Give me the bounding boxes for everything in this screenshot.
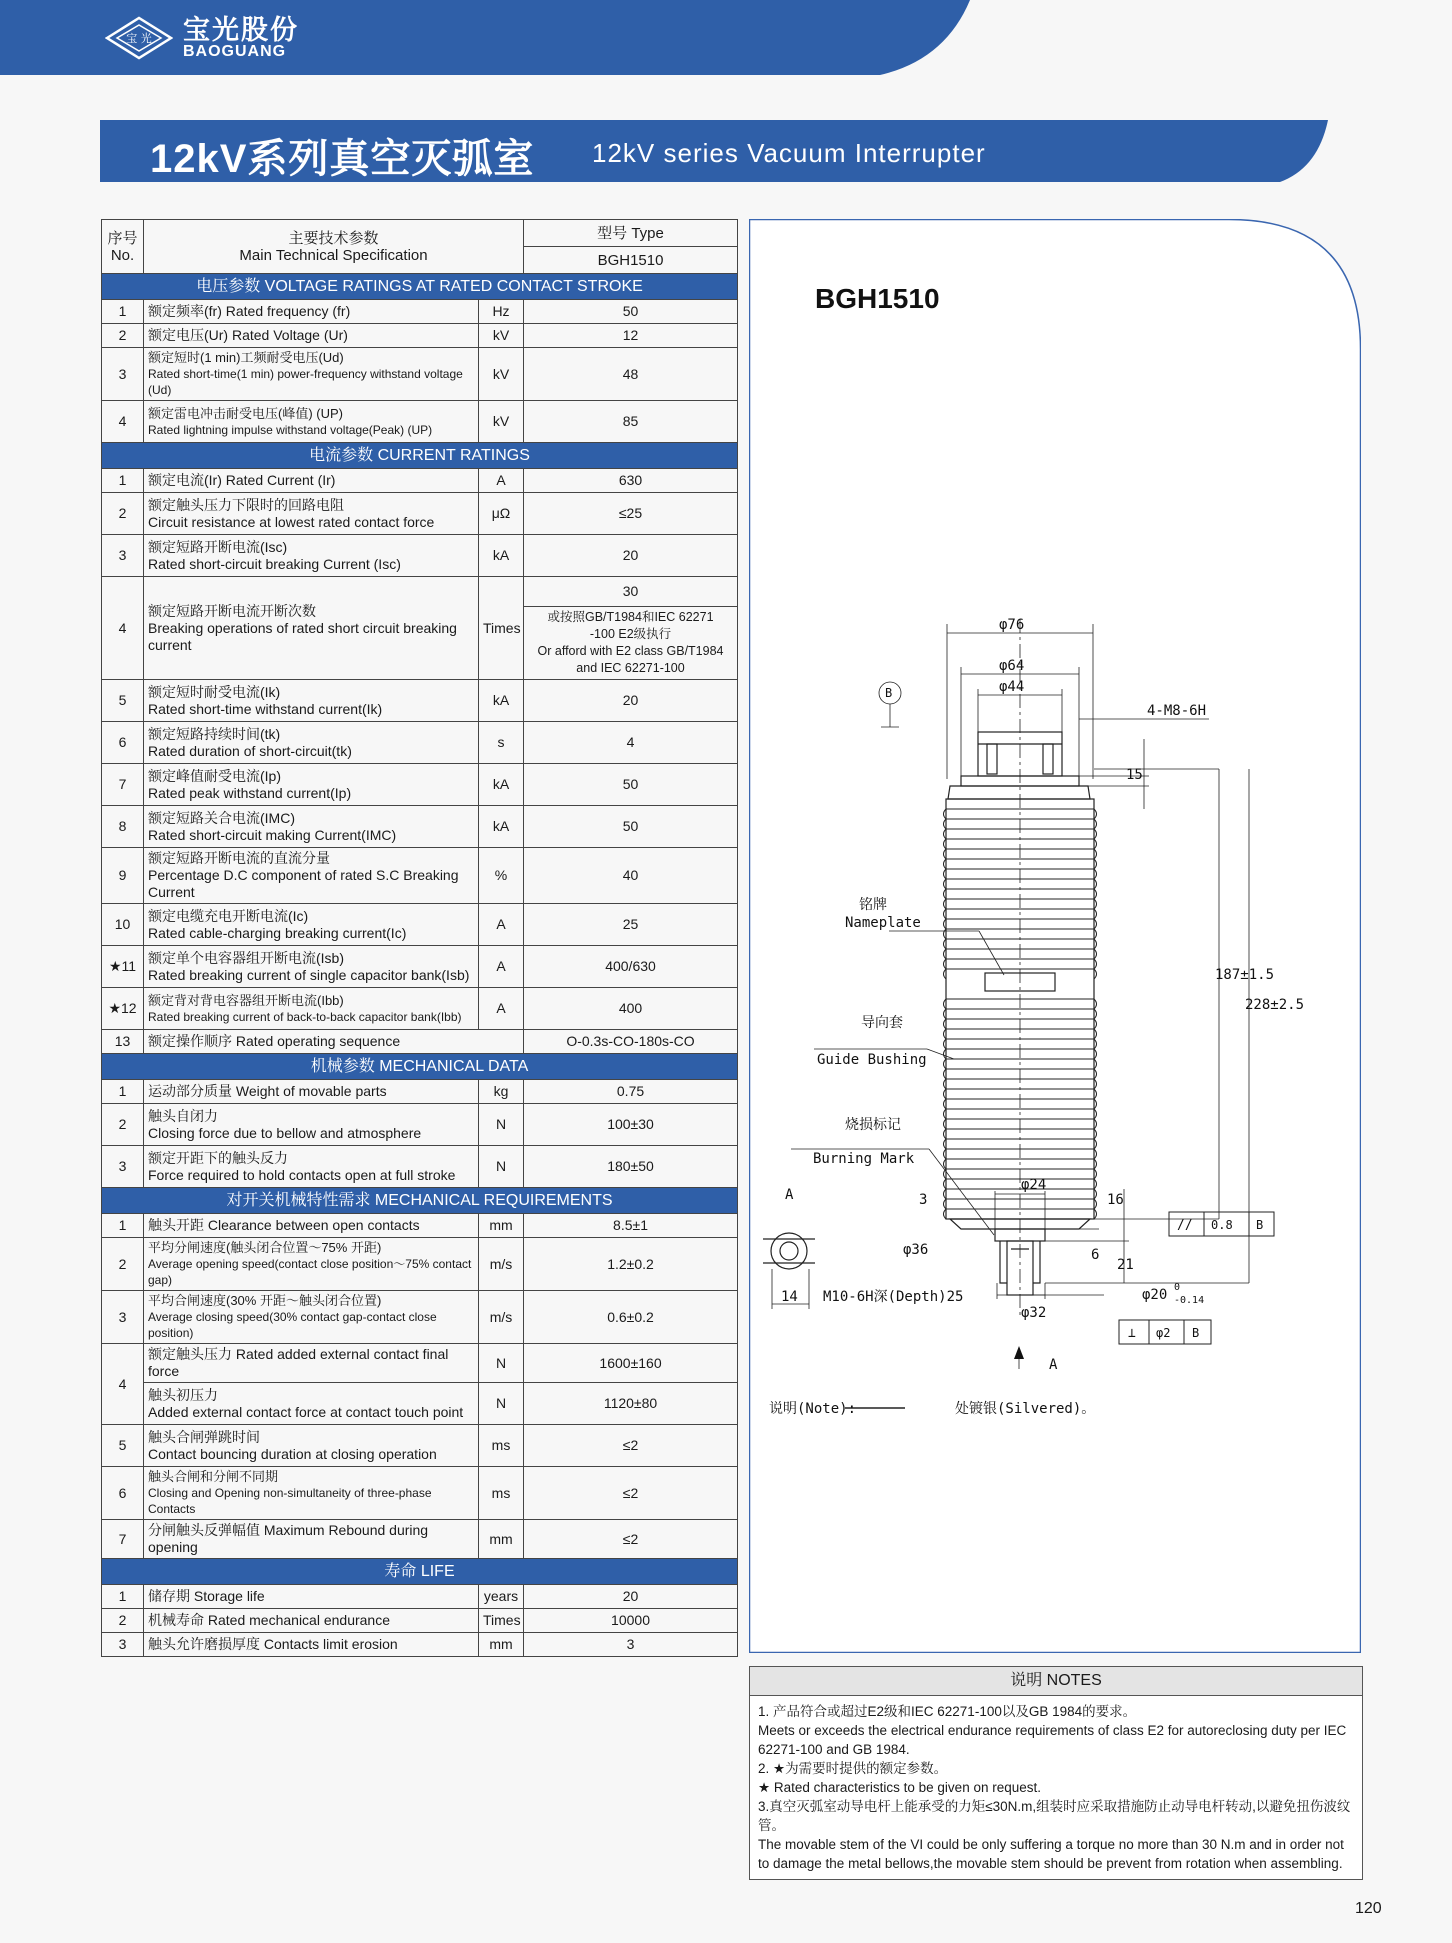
- row-label-line1: 储存期 Storage life: [148, 1588, 265, 1604]
- row-label-line2: Force required to hold contacts open at full stroke: [148, 1166, 456, 1183]
- row-number: 2: [102, 1238, 144, 1291]
- row-unit: kA: [479, 680, 524, 722]
- row-number: 10: [102, 904, 144, 946]
- header-no: 序号 No.: [102, 220, 144, 274]
- row-number: 2: [102, 493, 144, 535]
- row-label-line1: 触头自闭力: [148, 1107, 218, 1124]
- row-label: [144, 348, 479, 401]
- row-value-line: Or afford with E2 class GB/T1984: [537, 644, 724, 658]
- row-value: 20: [524, 1585, 738, 1609]
- row-unit: kV: [479, 348, 524, 401]
- row-unit: ms: [479, 1425, 524, 1467]
- row-unit: N: [479, 1383, 524, 1425]
- row-unit: A: [479, 904, 524, 946]
- table-row: [102, 1585, 738, 1609]
- section-row: [102, 1054, 738, 1080]
- row-label: 额定操作顺序 Rated operating sequence: [144, 1030, 524, 1054]
- section-title: 机械参数 MECHANICAL DATA: [102, 1054, 738, 1080]
- table-row: [102, 348, 738, 401]
- dim-phi76: φ76: [999, 617, 1025, 633]
- table-row: [102, 324, 738, 348]
- row-number: 6: [102, 722, 144, 764]
- dim-h14: 14: [781, 1289, 798, 1305]
- row-value: 50: [524, 300, 738, 324]
- row-value: 20: [524, 535, 738, 577]
- row-label-line1: 机械寿命 Rated mechanical endurance: [148, 1612, 391, 1628]
- header-model: BGH1510: [524, 247, 738, 274]
- tol-parallel-symbol: //: [1177, 1218, 1193, 1233]
- row-unit: N: [479, 1344, 524, 1383]
- table-row: [102, 1344, 738, 1383]
- row-number: 4: [102, 401, 144, 443]
- row-value: 3: [524, 1633, 738, 1657]
- row-value-line: and IEC 62271-100: [576, 661, 685, 675]
- row-label-line1: 额定频率(fr) Rated frequency (fr): [148, 303, 351, 319]
- row-label-line2: Rated cable-charging breaking current(Ic): [148, 924, 407, 941]
- table-row: [102, 1291, 738, 1344]
- table-row: [102, 469, 738, 493]
- section-row: [102, 1188, 738, 1214]
- row-label: [144, 535, 479, 577]
- table-row: [102, 988, 738, 1030]
- row-label-line2: Rated short-circuit making Current(IMC): [148, 826, 397, 843]
- drawing-model: BGH1510: [815, 283, 940, 314]
- row-label: [144, 1214, 479, 1238]
- row-label: [144, 324, 479, 348]
- row-number: 8: [102, 806, 144, 848]
- section-a-arrow-label: A: [1049, 1357, 1058, 1373]
- table-row: [102, 806, 738, 848]
- row-number: 3: [102, 535, 144, 577]
- row-label-line2: Added external contact force at contact touch point: [148, 1403, 464, 1420]
- row-value: ≤2: [524, 1520, 738, 1559]
- row-label: [144, 1291, 479, 1344]
- row-number: 3: [102, 348, 144, 401]
- table-row: [102, 1425, 738, 1467]
- row-label-line1: 额定单个电容器组开断电流(Isb): [148, 949, 344, 966]
- dim-phi44: φ44: [999, 679, 1025, 695]
- row-value: 48: [524, 348, 738, 401]
- burning-mark-label-cn: 烧损标记: [845, 1117, 901, 1133]
- row-number: ★11: [102, 946, 144, 988]
- note-line: ★ Rated characteristics to be given on request.: [758, 1780, 1041, 1795]
- section-a-label: A: [785, 1187, 794, 1203]
- row-unit: N: [479, 1104, 524, 1146]
- dim-phi36: φ36: [903, 1242, 929, 1258]
- dim-phi20-tol-dn: -0.14: [1174, 1295, 1205, 1306]
- table-row: [102, 722, 738, 764]
- table-row: [102, 1104, 738, 1146]
- row-number: 3: [102, 1291, 144, 1344]
- table-row: [102, 1467, 738, 1520]
- row-label-line1: 额定电缆充电开断电流(Ic): [148, 907, 309, 924]
- row-value-line: -100 E2级执行: [589, 627, 672, 641]
- row-unit: kA: [479, 535, 524, 577]
- guide-bushing-label-en: Guide Bushing: [817, 1052, 927, 1068]
- row-label: [144, 1467, 479, 1520]
- dim-h228: 228±2.5: [1245, 997, 1305, 1013]
- dim-thread-bottom: M10-6H深(Depth)25: [823, 1289, 964, 1305]
- row-label: [144, 1633, 479, 1657]
- row-unit: m/s: [479, 1291, 524, 1344]
- row-label-line1: 触头合闸弹跳时间: [148, 1428, 260, 1445]
- section-row: [102, 1559, 738, 1585]
- row-label: [144, 1520, 479, 1559]
- section-title: 电流参数 CURRENT RATINGS: [102, 443, 738, 469]
- dim-h15: 15: [1126, 767, 1143, 783]
- row-label-line1: 分闸触头反弹幅值 Maximum Rebound during opening: [148, 1522, 429, 1555]
- row-label: [144, 401, 479, 443]
- row-label: [144, 946, 479, 988]
- tol-parallel-ref: B: [1256, 1218, 1264, 1232]
- row-number: 3: [102, 1633, 144, 1657]
- svg-text:宝 光: 宝 光: [126, 32, 152, 45]
- note-line: The movable stem of the VI could be only suffering a torque no more than 30 N.m and in order not to damage the metal bellows,the movable stem should be prevent from rotation when assembling.: [758, 1837, 1344, 1871]
- row-label-line1: 额定短路关合电流(IMC): [148, 809, 295, 826]
- row-unit: kV: [479, 324, 524, 348]
- row-label: [144, 1104, 479, 1146]
- dim-phi20-tol-up: 0: [1174, 1282, 1181, 1293]
- row-value: 180±50: [524, 1146, 738, 1188]
- notes-header: 说明 NOTES: [750, 1667, 1362, 1696]
- row-label-line1: 额定背对背电容器组开断电流(Ibb): [148, 992, 344, 1008]
- row-value: 50: [524, 806, 738, 848]
- table-row: [102, 300, 738, 324]
- row-value: 100±30: [524, 1104, 738, 1146]
- table-row: [102, 1520, 738, 1559]
- row-label: [144, 988, 479, 1030]
- dim-h21: 21: [1117, 1257, 1134, 1273]
- table-row: [102, 904, 738, 946]
- logo-mark-icon: [105, 15, 173, 61]
- note-line: 2. ★为需要时提供的额定参数。: [758, 1761, 948, 1776]
- table-row: [102, 1633, 738, 1657]
- row-label-line2: Rated lightning impulse withstand voltage(Peak) (UP): [148, 422, 433, 437]
- row-unit: A: [479, 988, 524, 1030]
- row-unit: μΩ: [479, 493, 524, 535]
- row-label: [144, 1146, 479, 1188]
- row-number: 1: [102, 1080, 144, 1104]
- table-row: [102, 577, 738, 607]
- table-header-row: [102, 220, 738, 247]
- row-value: 8.5±1: [524, 1214, 738, 1238]
- dim-thread-top: 4-M8-6H: [1147, 703, 1207, 719]
- row-label: [144, 1383, 479, 1425]
- header-spec: 主要技术参数 Main Technical Specification: [144, 220, 524, 274]
- table-row: [102, 1080, 738, 1104]
- row-label-line1: 运动部分质量 Weight of movable parts: [148, 1083, 387, 1099]
- row-value: 40: [524, 848, 738, 904]
- table-row: [102, 1238, 738, 1291]
- dim-phi24: φ24: [1021, 1177, 1047, 1193]
- row-value: ≤25: [524, 493, 738, 535]
- row-label: [144, 300, 479, 324]
- row-label: [144, 806, 479, 848]
- row-unit: years: [479, 1585, 524, 1609]
- row-label-line2: Rated breaking current of single capacitor bank(Isb): [148, 966, 470, 983]
- row-value: 20: [524, 680, 738, 722]
- row-label-line1: 额定电压(Ur) Rated Voltage (Ur): [148, 327, 348, 343]
- row-label-line1: 额定短路开断电流(Isc): [148, 538, 288, 555]
- row-label: [144, 1238, 479, 1291]
- section-title: 对开关机械特性需求 MECHANICAL REQUIREMENTS: [102, 1188, 738, 1214]
- row-label: [144, 848, 479, 904]
- notes-box: [749, 1666, 1363, 1880]
- burning-mark-label-en: Burning Mark: [813, 1151, 915, 1167]
- table-row: [102, 493, 738, 535]
- row-label-line1: 触头合闸和分闸不同期: [148, 1469, 279, 1484]
- table-row: [102, 848, 738, 904]
- table-row: [102, 946, 738, 988]
- row-number: 1: [102, 300, 144, 324]
- section-title: 电压参数 VOLTAGE RATINGS AT RATED CONTACT STROKE: [102, 274, 738, 300]
- row-value: 85: [524, 401, 738, 443]
- row-unit: s: [479, 722, 524, 764]
- table-row: [102, 764, 738, 806]
- row-value: ≤2: [524, 1425, 738, 1467]
- row-value: 0.75: [524, 1080, 738, 1104]
- row-label: [144, 1080, 479, 1104]
- table-row: [102, 1030, 738, 1054]
- row-label: [144, 904, 479, 946]
- row-label-line2: Average opening speed(contact close position～75% contact gap): [148, 1257, 472, 1287]
- row-value: 1600±160: [524, 1344, 738, 1383]
- row-value: 400/630: [524, 946, 738, 988]
- row-label-line1: 额定开距下的触头反力: [148, 1149, 288, 1166]
- row-label: [144, 493, 479, 535]
- dim-h6: 6: [1091, 1247, 1100, 1263]
- row-label-line2: Rated short-time withstand current(Ik): [148, 700, 383, 717]
- dim-phi64: φ64: [999, 658, 1025, 674]
- row-number: 2: [102, 1104, 144, 1146]
- row-value: 50: [524, 764, 738, 806]
- row-number: 4: [102, 1344, 144, 1425]
- note-line: Meets or exceeds the electrical endurance requirements of class E2 for autoreclosing duty per IEC 62271-100 and GB 1984.: [758, 1723, 1347, 1757]
- tol-parallel-value: 0.8: [1211, 1218, 1233, 1232]
- row-number: 1: [102, 1585, 144, 1609]
- row-unit: N: [479, 1146, 524, 1188]
- row-label-line1: 触头初压力: [148, 1386, 218, 1403]
- row-number: 7: [102, 764, 144, 806]
- row-label-line2: Contact bouncing duration at closing operation: [148, 1445, 437, 1462]
- table-row: [102, 680, 738, 722]
- row-number: ★12: [102, 988, 144, 1030]
- row-value: 1.2±0.2: [524, 1238, 738, 1291]
- row-number: 5: [102, 680, 144, 722]
- row-unit: kV: [479, 401, 524, 443]
- row-value: 25: [524, 904, 738, 946]
- table-row: [102, 1383, 738, 1425]
- row-unit: %: [479, 848, 524, 904]
- row-label: [144, 764, 479, 806]
- section-row: [102, 274, 738, 300]
- row-label: [144, 1425, 479, 1467]
- row-number: 13: [102, 1030, 144, 1054]
- row-number: 3: [102, 1146, 144, 1188]
- brand-name-cn: 宝光股份: [183, 15, 299, 45]
- row-unit: kg: [479, 1080, 524, 1104]
- row-label-line2: Rated peak withstand current(Ip): [148, 784, 352, 801]
- row-unit: mm: [479, 1633, 524, 1657]
- row-value: 630: [524, 469, 738, 493]
- row-number: 6: [102, 1467, 144, 1520]
- row-label-line2: Rated short-circuit breaking Current (Isc): [148, 555, 401, 572]
- note-line: 3.真空灭弧室动导电杆上能承受的力矩≤30N.m,组装时应采取措施防止动导电杆转动,以避免扭伤波纹管。: [758, 1799, 1351, 1833]
- row-number: 1: [102, 1214, 144, 1238]
- row-value: 4: [524, 722, 738, 764]
- row-label-line1: 触头允许磨损厚度 Contacts limit erosion: [148, 1636, 398, 1652]
- table-row: [102, 1146, 738, 1188]
- row-label-line1: 额定短时耐受电流(Ik): [148, 683, 281, 700]
- row-label: [144, 469, 479, 493]
- row-unit: A: [479, 946, 524, 988]
- page-number: 120: [1355, 1900, 1382, 1917]
- row-number: 1: [102, 469, 144, 493]
- technical-drawing: [749, 219, 1361, 1653]
- row-unit: kA: [479, 764, 524, 806]
- header-type: 型号 Type: [524, 220, 738, 247]
- brand-name-en: BAOGUANG: [183, 43, 287, 60]
- row-label: [144, 722, 479, 764]
- row-label-line1: 额定短路开断电流开断次数: [148, 602, 316, 619]
- row-label: [144, 680, 479, 722]
- nameplate-label-cn: 铭牌: [859, 897, 887, 913]
- row-unit: m/s: [479, 1238, 524, 1291]
- row-value: O-0.3s-CO-180s-CO: [524, 1030, 738, 1054]
- spec-table: [101, 219, 738, 1657]
- row-unit: ms: [479, 1467, 524, 1520]
- row-unit: A: [479, 469, 524, 493]
- table-row: [102, 1214, 738, 1238]
- row-label-line1: 额定触头压力下限时的回路电阻: [148, 496, 344, 513]
- table-row: [102, 401, 738, 443]
- row-value: ≤2: [524, 1467, 738, 1520]
- datum-b-label: B: [885, 686, 893, 700]
- page-title-cn: 12kV系列真空灭弧室: [150, 137, 535, 181]
- row-label-line2: Percentage D.C component of rated S.C Breaking Current: [148, 867, 459, 900]
- section-title: 寿命 LIFE: [102, 1559, 738, 1585]
- row-label-line2: Breaking operations of rated short circuit breaking current: [148, 619, 457, 653]
- dim-h187: 187±1.5: [1215, 967, 1275, 983]
- row-unit: Times: [479, 1609, 524, 1633]
- row-value: 0.6±0.2: [524, 1291, 738, 1344]
- table-row: [102, 535, 738, 577]
- row-number: 4: [102, 577, 144, 680]
- row-label-line2: Average closing speed(30% contact gap-contact close position): [148, 1310, 437, 1340]
- row-label-line1: 额定短路开断电流的直流分量: [148, 850, 330, 866]
- row-number: 7: [102, 1520, 144, 1559]
- row-label-line2: Circuit resistance at lowest rated contact force: [148, 513, 435, 530]
- section-row: [102, 443, 738, 469]
- row-label-line1: 额定峰值耐受电流(Ip): [148, 767, 281, 784]
- drawing-note-label: 说明(Note):: [769, 1401, 857, 1417]
- row-label: [144, 1609, 479, 1633]
- row-unit: mm: [479, 1214, 524, 1238]
- row-number: 9: [102, 848, 144, 904]
- row-label-line1: 额定短路持续时间(tk): [148, 725, 281, 742]
- row-unit: Hz: [479, 300, 524, 324]
- row-value: 12: [524, 324, 738, 348]
- drawing-note-text: 处镀银(Silvered)。: [955, 1401, 1096, 1417]
- row-value-alt: [524, 607, 738, 680]
- row-label-line1: 额定短时(1 min)工频耐受电压(Ud): [148, 350, 344, 365]
- row-label-line2: Rated duration of short-circuit(tk): [148, 742, 352, 759]
- brand-logo: [105, 12, 299, 64]
- row-label: [144, 1585, 479, 1609]
- row-number: 2: [102, 1609, 144, 1633]
- table-row: [102, 1609, 738, 1633]
- guide-bushing-label-cn: 导向套: [861, 1015, 903, 1031]
- tol-perp-ref: B: [1192, 1326, 1200, 1340]
- row-number: 2: [102, 324, 144, 348]
- dim-phi32: φ32: [1021, 1305, 1047, 1321]
- row-label-line2: Rated breaking current of back-to-back capacitor bank(Ibb): [148, 1009, 462, 1024]
- dim-phi20: φ20: [1142, 1287, 1168, 1303]
- row-label-line1: 额定雷电冲击耐受电压(峰值) (UP): [148, 405, 343, 421]
- row-value: 400: [524, 988, 738, 1030]
- tol-perp-symbol: ⊥: [1128, 1326, 1136, 1341]
- dim-h16: 16: [1107, 1192, 1124, 1208]
- row-value: 10000: [524, 1609, 738, 1633]
- row-label: 额定触头压力 Rated added external contact final force: [144, 1344, 479, 1383]
- row-label-line2: Closing and Opening non-simultaneity of three-phase Contacts: [148, 1486, 432, 1516]
- row-value: 30: [524, 577, 738, 607]
- row-value-line: 或按照GB/T1984和IEC 62271: [547, 610, 714, 624]
- row-label-line2: Rated short-time(1 min) power-frequency withstand voltage (Ud): [148, 367, 463, 397]
- row-value: 1120±80: [524, 1383, 738, 1425]
- row-number: 5: [102, 1425, 144, 1467]
- row-label: [144, 577, 479, 680]
- nameplate-label-en: Nameplate: [845, 915, 921, 931]
- note-line: 1. 产品符合或超过E2级和IEC 62271-100以及GB 1984的要求。: [758, 1704, 1137, 1719]
- notes-body: [750, 1696, 1362, 1879]
- dim-h3: 3: [919, 1192, 928, 1208]
- row-label-line1: 平均分闸速度(触头闭合位置～75% 开距): [148, 1240, 382, 1255]
- row-label-line1: 触头开距 Clearance between open contacts: [148, 1217, 420, 1233]
- row-unit: Times: [479, 577, 524, 680]
- row-label-line1: 平均合闸速度(30% 开距～触头闭合位置): [148, 1293, 382, 1308]
- row-unit: mm: [479, 1520, 524, 1559]
- row-unit: kA: [479, 806, 524, 848]
- tol-perp-value: φ2: [1156, 1326, 1171, 1340]
- row-label-line1: 额定电流(Ir) Rated Current (Ir): [148, 472, 336, 488]
- row-label-line2: Closing force due to bellow and atmosphere: [148, 1124, 422, 1141]
- page-title-en: 12kV series Vacuum Interrupter: [592, 138, 986, 168]
